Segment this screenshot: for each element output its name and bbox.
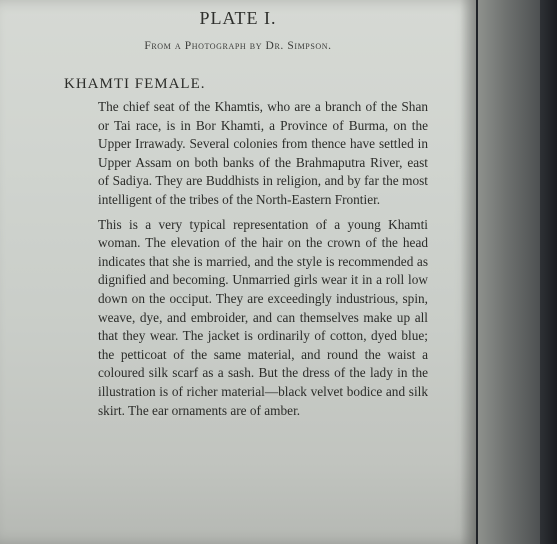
plate-title: PLATE I. xyxy=(199,8,277,28)
book-edge xyxy=(540,0,557,544)
paragraph-description: This is a very typical representation of a young Khamti woman. The elevation of the hair on the crown of the head indicates that she is married, and the style is recommended as dignified and becoming. Unmarried girls wear it in a roll low down on the occiput. They are exceedingly industrious, spin, weave, dye, and embroider, and can themselves make up all that they wear. The jacket is ordinarily of cotton, dyed blue; the petticoat of the same material, and round the waist a coloured silk scarf as a sash. But the dress of the lady in the illustration is of richer material—black velvet bodice and silk skirt. The ear ornaments are of amber. xyxy=(98,216,428,418)
section-heading: KHAMTI FEMALE. xyxy=(64,76,206,92)
page-spine-shadow xyxy=(460,0,476,544)
photo-credit: From a Photograph by Dr. Simpson. xyxy=(144,40,332,52)
body-text xyxy=(98,98,428,426)
paragraph-intro: The chief seat of the Khamtis, who are a branch of the Shan or Tai race, is in Bor Khamti, a Province of Burma, on the Upper Irrawady. Several colonies from thence have settled in Upper Assam on both banks of the Brahmaputra River, east of Sadiya. They are Buddhists in religion, and by far the most intelligent of the tribes of the North-Eastern Frontier. xyxy=(98,99,428,207)
